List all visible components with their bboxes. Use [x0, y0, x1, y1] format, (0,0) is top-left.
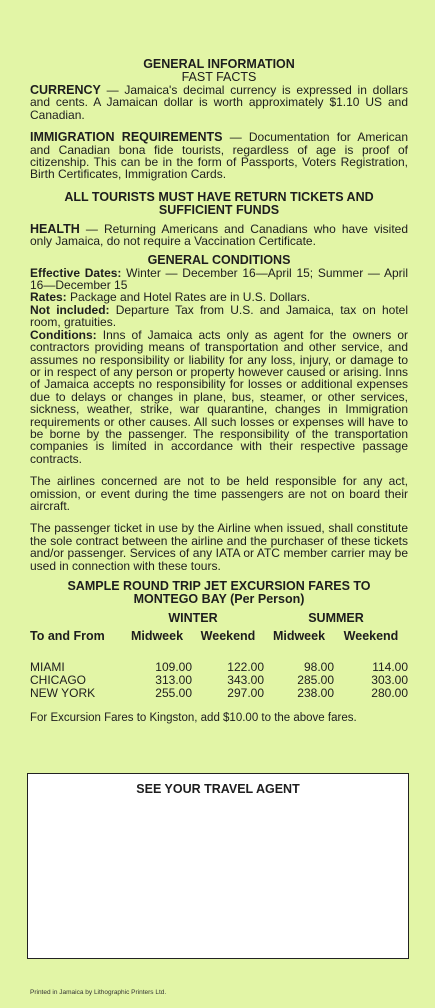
col-summer-midweek: Midweek — [272, 628, 326, 643]
fares-table — [30, 612, 408, 700]
ticket-paragraph: The passenger ticket in use by the Airline when issued, shall constitute the sole contract between the airline and the purchaser of these tickets and/or passenger. Services of any IATA or ATC member carrier may be used in connection with these tours. — [30, 521, 408, 573]
city-cell: MIAMI — [30, 660, 65, 674]
rates-text: Package and Hotel Rates are in U.S. Dollars. — [66, 290, 311, 305]
conditions-paragraph — [30, 329, 408, 465]
effective-dates-text: Winter — December 16—April 15; Summer — April 16—December 15 — [30, 265, 408, 293]
fare-cell: 303.00 — [371, 673, 408, 687]
immigration-label: IMMIGRATION REQUIREMENTS — [30, 130, 223, 145]
health-label: HEALTH — [30, 221, 80, 236]
season-winter: WINTER — [168, 611, 218, 625]
fare-cell: 280.00 — [371, 686, 408, 700]
city-cell: CHICAGO — [30, 673, 87, 687]
table-row — [30, 687, 408, 700]
season-header-row — [30, 612, 408, 625]
currency-paragraph — [30, 84, 408, 121]
fare-cell: 297.00 — [227, 686, 264, 700]
fare-cell: 313.00 — [155, 673, 192, 687]
kingston-note: For Excursion Fares to Kingston, add $10.00 to the above fares. — [30, 712, 357, 724]
general-conditions-title: GENERAL CONDITIONS — [147, 252, 291, 267]
health-text: — Returning Americans and Canadians who have visited only Jamaica, do not require a Vaccination Certificate. — [30, 221, 408, 249]
col-winter-midweek: Midweek — [130, 628, 184, 643]
travel-agent-title: SEE YOUR TRAVEL AGENT — [136, 782, 300, 796]
fare-cell: 109.00 — [155, 660, 192, 674]
currency-label: CURRENCY — [30, 83, 101, 97]
fares-title: SAMPLE ROUND TRIP JET EXCURSION FARES TO MONTEGO BAY (Per Person) — [67, 579, 371, 606]
travel-agent-box — [27, 773, 409, 959]
not-included-text: Departure Tax from U.S. and Jamaica, tax on hotel room, gratuities. — [30, 302, 408, 330]
fare-cell: 98.00 — [303, 660, 334, 674]
fare-cell: 255.00 — [155, 686, 192, 700]
general-info-title: GENERAL INFORMATION — [143, 57, 295, 71]
conditions-text: Inns of Jamaica acts only as agent for the owners or contractors providing means of transportation and other service, and assumes no responsibility or liability for any loss, injury, or damage to or in respect of any person or property however caused or arising. Inns of Jamaica accepts no responsibility for losses or additional expenses due to delays or changes in plane, bus, steamer, or other services, sickness, weather, strike, war quarantine, changes in Immigration requirements or other causes. All such losses or expenses will have to be borne by the passenger. The responsibility of the transportation companies is limited in accordance with their respective passage contracts. — [30, 327, 408, 466]
fare-cell: 114.00 — [372, 660, 408, 674]
not-included-line — [30, 304, 408, 329]
currency-text: — Jamaica's decimal currency is expressed in dollars and cents. A Jamaican dollar is worth approximately $1.10 US and Canadian. — [30, 83, 408, 122]
city-cell: NEW YORK — [30, 686, 96, 700]
fare-cell: 122.00 — [227, 660, 264, 674]
column-header-row — [30, 625, 408, 647]
fare-cell: 343.00 — [227, 673, 264, 687]
col-route: To and From — [30, 628, 105, 643]
return-tickets-notice: ALL TOURISTS MUST HAVE RETURN TICKETS AND SUFFICIENT FUNDS — [64, 189, 374, 217]
fast-facts-subtitle: FAST FACTS — [181, 70, 257, 84]
col-summer-weekend: Weekend — [343, 628, 399, 643]
season-summer: SUMMER — [308, 611, 364, 625]
printer-credit: Printed in Jamaica by Lithographic Printers Ltd. — [30, 989, 167, 996]
fare-cell: 238.00 — [297, 686, 334, 700]
airlines-paragraph: The airlines concerned are not to be held responsible for any act, omission, or event during the time passengers are not on board their aircraft. — [30, 474, 408, 513]
immigration-paragraph — [30, 131, 408, 181]
conditions-label: Conditions: — [30, 327, 97, 342]
effective-dates — [30, 267, 408, 292]
effective-dates-label: Effective Dates: — [30, 265, 122, 280]
health-paragraph — [30, 223, 408, 248]
table-row — [30, 661, 408, 674]
brochure-page — [30, 58, 408, 724]
fare-cell: 285.00 — [297, 673, 334, 687]
not-included-label: Not included: — [30, 302, 110, 317]
immigration-text: — Documentation for American and Canadian bona fide tourists, regardless of age is proof of citizenship. This can be in the form of Passports, Voters Registration, Birth Certificates, Immigration Cards. — [30, 130, 409, 182]
col-winter-weekend: Weekend — [200, 628, 256, 643]
rates-label: Rates: — [30, 290, 67, 305]
